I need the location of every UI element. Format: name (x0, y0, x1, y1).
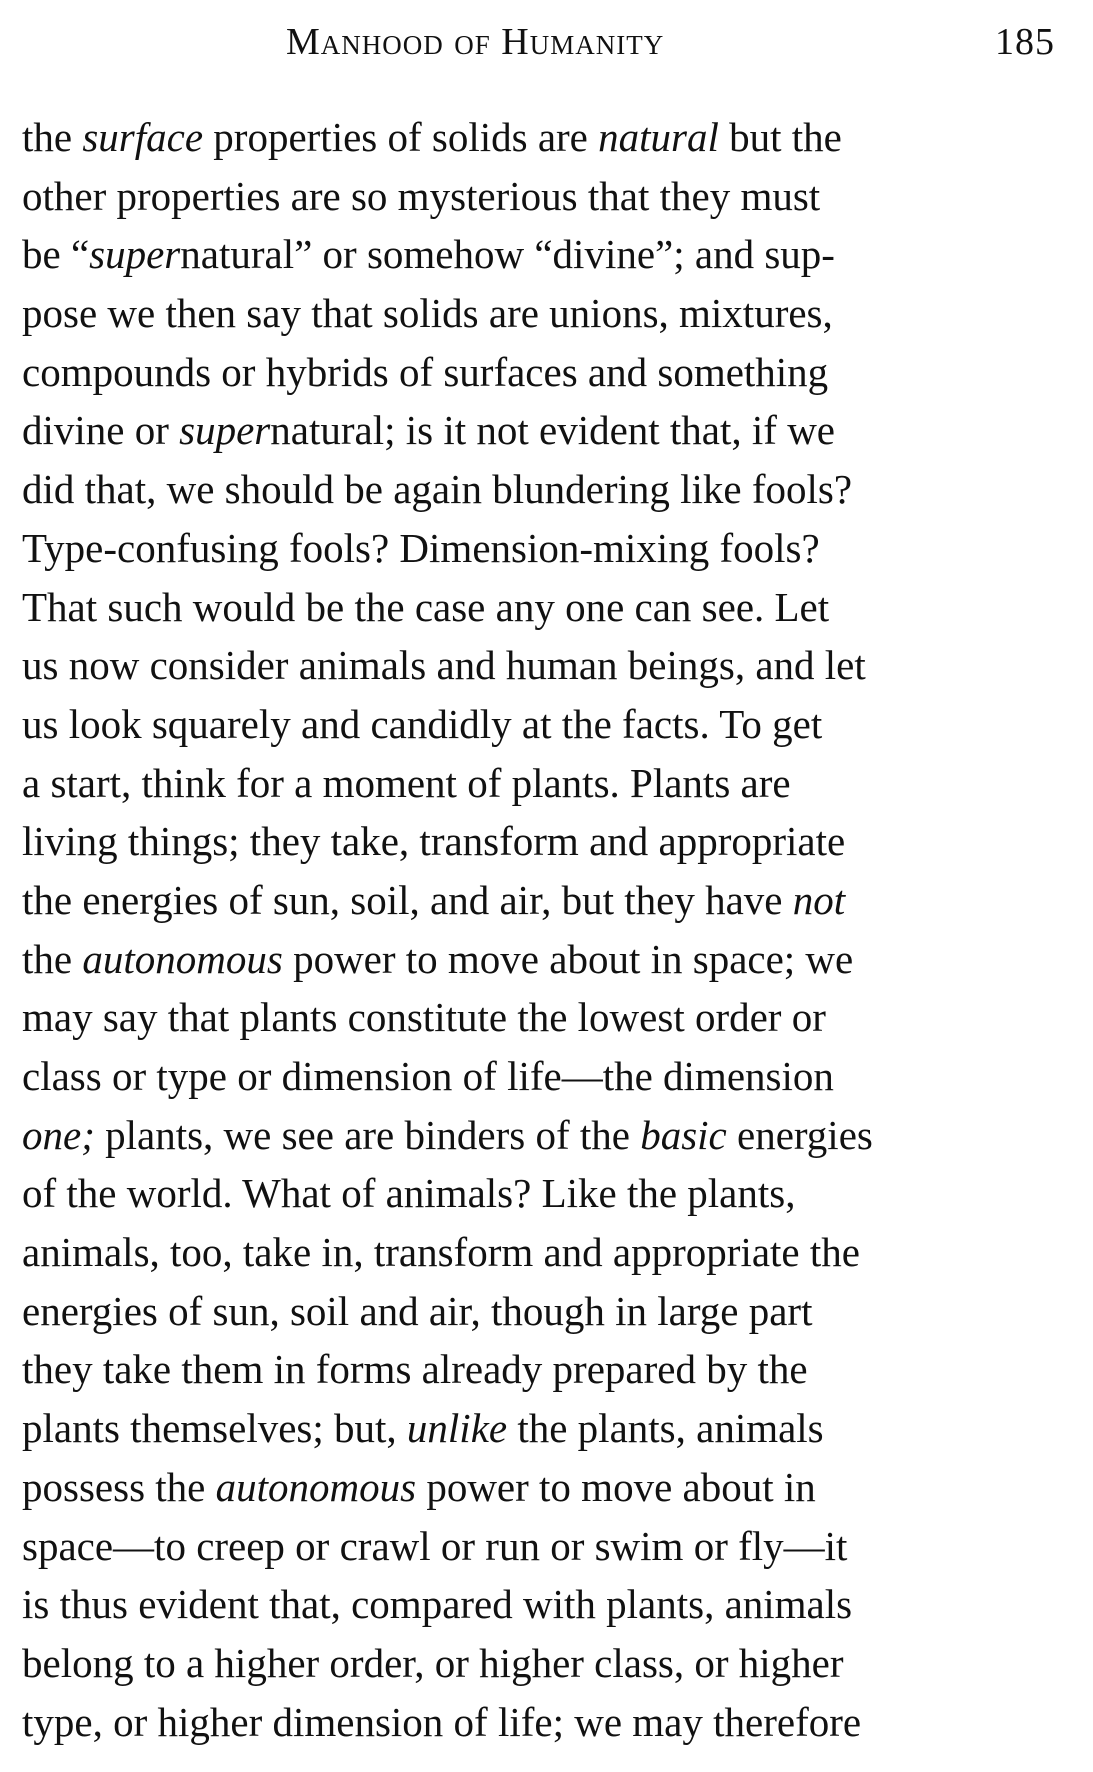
text-line (22, 988, 1066, 1047)
text-segment: may say that plants constitute the lowest order or (22, 994, 826, 1041)
text-segment: living things; they take, transform and appropriate (22, 818, 846, 865)
italic-text: natural (598, 114, 719, 160)
text-line (22, 1164, 1066, 1223)
text-segment: us now consider animals and human beings, and let (22, 642, 866, 689)
italic-text: autonomous (215, 1463, 417, 1510)
text-segment: space—to creep or crawl or run or swim or fly—it (22, 1522, 848, 1569)
text-segment: a start, think for a moment of plants. Plants are (22, 759, 791, 806)
text-segment: the (22, 935, 83, 982)
running-title: Manhood of Humanity (286, 21, 665, 63)
text-line (22, 1106, 1066, 1165)
italic-text: not (792, 876, 846, 923)
text-segment: other properties are so mysterious that they must (22, 172, 821, 219)
text-segment: of the world. What of animals? Like the plants, (22, 1170, 796, 1217)
text-line (22, 343, 1066, 402)
text-line (22, 1047, 1066, 1106)
italic-text: basic (640, 1111, 727, 1158)
text-segment: possess the (22, 1463, 216, 1510)
text-segment: power to move about in (416, 1463, 816, 1510)
text-line (22, 1517, 1066, 1576)
text-segment: the energies of sun, soil, and air, but they have (22, 876, 793, 923)
text-line (22, 401, 1066, 460)
italic-text: super (179, 407, 271, 454)
text-line (22, 284, 1066, 343)
text-line (22, 754, 1066, 813)
text-line (22, 695, 1066, 754)
text-line (22, 225, 1066, 284)
text-segment: but the (718, 114, 842, 160)
text-line (22, 930, 1066, 989)
text-line (22, 460, 1066, 519)
text-segment: animals, too, take in, transform and appropriate the (22, 1229, 860, 1276)
text-line (22, 519, 1066, 578)
text-segment: plants themselves; but, (22, 1405, 407, 1452)
text-segment: the (22, 114, 83, 160)
text-line (22, 167, 1066, 226)
text-line (22, 1634, 1066, 1693)
text-line (22, 1223, 1066, 1282)
text-segment: plants, we see are binders of the (94, 1111, 641, 1158)
text-segment: type, or higher dimension of life; we may therefore (22, 1698, 862, 1745)
running-head (0, 18, 1093, 78)
text-segment: Type-confusing fools? Dimension-mixing fools? (22, 524, 820, 571)
text-line (22, 578, 1066, 637)
italic-text: surface (82, 114, 204, 160)
text-line (22, 1575, 1066, 1634)
text-line (22, 871, 1066, 930)
text-line (22, 812, 1066, 871)
text-segment: pose we then say that solids are unions, mixtures, (22, 290, 833, 337)
text-segment: natural; is it not evident that, if we (270, 407, 836, 454)
text-line (22, 636, 1066, 695)
text-line (22, 1693, 1066, 1752)
text-line (22, 108, 1066, 167)
text-line (22, 1340, 1066, 1399)
text-segment: divine or (22, 407, 180, 454)
page-number: 185 (995, 21, 1055, 63)
italic-text: autonomous (82, 935, 283, 982)
text-segment: compounds or hybrids of surfaces and something (22, 348, 829, 395)
text-line (22, 1399, 1066, 1458)
text-segment: us look squarely and candidly at the facts. To get (22, 700, 823, 747)
text-line (22, 1458, 1066, 1517)
body-text (22, 108, 1066, 1751)
text-segment: be “ (22, 231, 90, 278)
text-segment: belong to a higher order, or higher class, or higher (22, 1639, 844, 1686)
italic-text: unlike (406, 1405, 508, 1452)
text-segment: energies of sun, soil and air, though in large part (22, 1287, 813, 1334)
italic-text: one; (22, 1111, 95, 1158)
text-segment: power to move about in space; we (282, 935, 854, 982)
text-segment: properties of solids are (203, 114, 599, 160)
text-segment: is thus evident that, compared with plants, animals (22, 1581, 853, 1628)
text-line (22, 1282, 1066, 1341)
text-segment: That such would be the case any one can see. Let (22, 583, 830, 630)
italic-text: super (89, 231, 181, 278)
text-segment: they take them in forms already prepared by the (22, 1346, 808, 1393)
text-segment: energies (726, 1111, 873, 1158)
text-segment: class or type or dimension of life—the dimension (22, 1053, 834, 1099)
text-segment: the plants, animals (507, 1405, 824, 1452)
text-segment: did that, we should be again blundering like fools? (22, 466, 853, 513)
text-segment: natural” or somehow “divine”; and sup- (180, 231, 835, 278)
